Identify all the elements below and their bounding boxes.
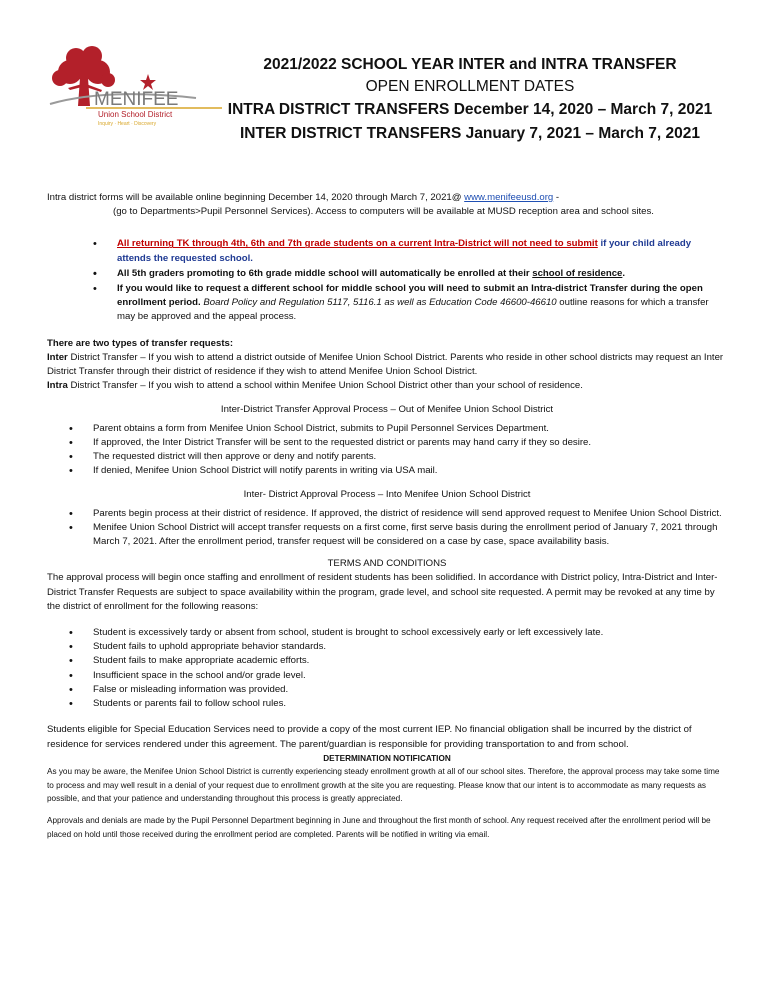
list-item: • Parents begin process at their district of residence. If approved, the district of residence will send approved request to Menifee Union School District. bbox=[93, 507, 727, 521]
inter-in-heading: Inter- District Approval Process – Into Menifee Union School District bbox=[243, 489, 531, 501]
list-item: • False or misleading information was provided. bbox=[93, 683, 727, 697]
inter-out-list bbox=[47, 422, 727, 479]
list-item: • If denied, Menifee Union School District will notify parents in writing via USA mail. bbox=[93, 464, 727, 478]
board-policy-ref: Board Policy and Regulation 5117, 5116.1 as well as Education Code 46600-46610 bbox=[200, 297, 557, 309]
transfer-types-heading: There are two types of transfer requests: bbox=[47, 337, 234, 349]
logo-name: MENIFEE bbox=[94, 89, 179, 110]
intra-definition: Intra District Transfer – If you wish to attend a school within Menifee Union School District other than your school of residence. bbox=[47, 380, 583, 392]
district-logo bbox=[46, 44, 226, 128]
intro-dash: - bbox=[553, 192, 560, 203]
list-item: • Student fails to make appropriate academic efforts. bbox=[93, 654, 727, 668]
page-title: 2021/2022 SCHOOL YEAR INTER and INTRA TRANSFER bbox=[263, 56, 677, 73]
determination-heading: DETERMINATION NOTIFICATION bbox=[323, 753, 451, 763]
already-attends-note: if your child already attends the requested school. bbox=[117, 238, 692, 264]
list-item: • All 5th graders promoting to 6th grade middle school will automatically be enrolled at their school of residence. bbox=[117, 267, 727, 281]
inter-in-list bbox=[47, 507, 727, 550]
middle-school-note: If you would like to request a different school for middle school you will need to submit an Intra-district Transfer during the open enrollment period. bbox=[117, 283, 703, 309]
logo-subtitle: Union School District bbox=[98, 110, 173, 119]
determination-paragraph-2: Approvals and denials are made by the Pupil Personnel Department beginning in June and throughout the first month of school. Any request received after the enrollment period will be placed on hold until those received during the enrollment period are completed. Parents will be notified in writing via email. bbox=[47, 816, 711, 839]
list-item: • Menifee Union School District will accept transfer requests on a first come, first serve basis during the enrollment period of January 7, 2021 through March 7, 2021. After the enrollment period, transfer request will be considered on a case by case, space availability basis. bbox=[93, 521, 727, 549]
list-item: • Parent obtains a form from Menifee Union School District, submits to Pupil Personnel Services Department. bbox=[93, 422, 727, 436]
transfer-types bbox=[47, 337, 727, 394]
inter-definition: Inter District Transfer – If you wish to attend a district outside of Menifee Union School District. Parents who reside in other school districts may request an Inter District Transfer through their district of residence if they wish to attend Menifee Union School District. bbox=[47, 351, 724, 378]
list-item: • Student fails to uphold appropriate behavior standards. bbox=[93, 640, 727, 654]
list-item: • If approved, the Inter District Transfer will be sent to the requested district or parents may hand carry if they so desire. bbox=[93, 436, 727, 450]
intro-text: Intra district forms will be available online beginning December 14, 2020 through March 7, 2021@ bbox=[47, 192, 465, 203]
terms-paragraph: The approval process will begin once staffing and enrollment of resident students has been solidified. In accordance with District policy, Intra-District and Inter- District Transfer Requests are subject to space availability within the program, grade level, and school site requested. A permit may be revoked at any time by the district of enrollment for the following reasons: bbox=[47, 572, 718, 612]
page-header bbox=[200, 54, 740, 146]
list-item bbox=[117, 237, 727, 265]
intra-dates: INTRA DISTRICT TRANSFERS December 14, 2020 – March 7, 2021 bbox=[227, 101, 713, 118]
intro-paragraph bbox=[47, 191, 727, 219]
list-item: • Insufficient space in the school and/or grade level. bbox=[93, 669, 727, 683]
intro-line2: (go to Departments>Pupil Personnel Services). Access to computers will be available at MUSD reception area and school sites. bbox=[113, 206, 654, 218]
fifth-grade-note: All 5th graders promoting to 6th grade middle school will automatically be enrolled at their bbox=[117, 267, 533, 279]
district-website-link[interactable]: www.menifeeusd.org bbox=[464, 192, 554, 203]
school-of-residence: school of residence bbox=[532, 267, 623, 279]
inter-dates: INTER DISTRICT TRANSFERS January 7, 2021 – March 7, 2021 bbox=[240, 125, 700, 142]
document-body bbox=[47, 191, 727, 841]
inter-out-heading: Inter-District Transfer Approval Process – Out of Menifee Union School District bbox=[220, 404, 554, 416]
special-ed-paragraph: Students eligible for Special Education Services need to provide a copy of the most current IEP. No financial obligation shall be incurred by the district of residence for services rendered under this agreement. The parent/guardian is responsible for providing transportation to and from school. bbox=[47, 724, 692, 750]
terms-heading: TERMS AND CONDITIONS bbox=[327, 558, 447, 570]
tree-logo-icon bbox=[46, 44, 226, 128]
list-item: • If you would like to request a different school for middle school you will need to submit an Intra-district Transfer during the open enrollment period. Board Policy and Regulation 5117, 5116.1 as well as Education Code 46600-46610 outline reasons for which a transfer may be approved and the appeal process. bbox=[117, 282, 727, 325]
logo-tagline: Inquiry · Heart · Discovery bbox=[98, 121, 157, 127]
page-subtitle: OPEN ENROLLMENT DATES bbox=[365, 78, 575, 95]
key-notes-list bbox=[47, 237, 727, 324]
list-item: • Students or parents fail to follow school rules. bbox=[93, 697, 727, 711]
list-item: • Student is excessively tardy or absent from school, student is brought to school excessively early or left excessively late. bbox=[93, 626, 727, 640]
returning-students-note: All returning TK through 4th, 6th and 7th grade students on a current Intra-District will not need to submit bbox=[117, 238, 598, 250]
list-item: • The requested district will then approve or deny and notify parents. bbox=[93, 450, 727, 464]
determination-paragraph-1: As you may be aware, the Menifee Union School District is currently experiencing steady enrollment growth at all of our school sites. Therefore, the approval process may take some time to process and may well result in a denial of your request due to enrollment growth at the site you are requesting. Please know that our intent is to accommodate as many requests as possible, and that your patience and understanding throughout this process is greatly appreciated. bbox=[47, 767, 720, 804]
revocation-reasons-list bbox=[47, 626, 727, 711]
